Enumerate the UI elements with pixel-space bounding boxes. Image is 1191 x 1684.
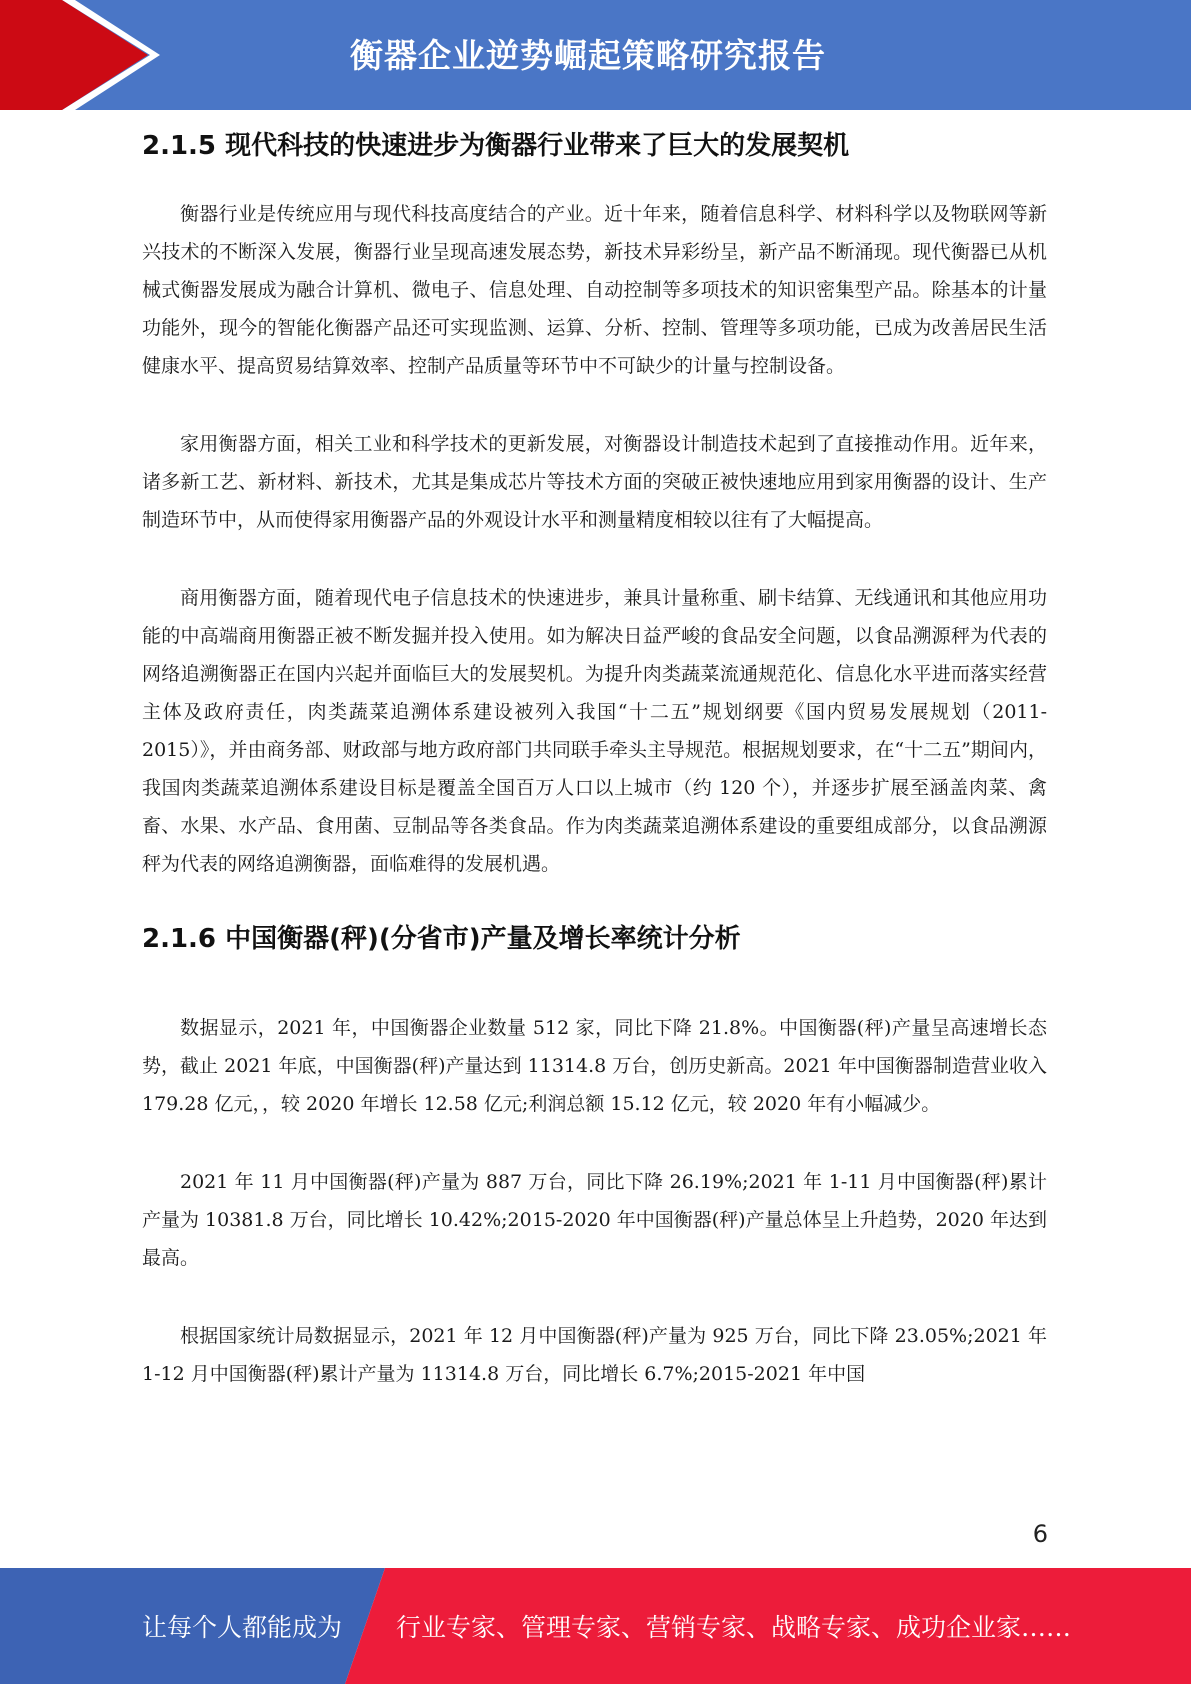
paragraph: 家用衡器方面，相关工业和科学技术的更新发展，对衡器设计制造技术起到了直接推动作用。近年来，诸多新工艺、新材料、新技术，尤其是集成芯片等技术方面的突破正被快速地应用到家用衡器的设计、生产制造环节中，从而使得家用衡器产品的外观设计水平和测量精度相较以往有了大幅提高。	[142, 433, 1047, 531]
header-arrow-decoration	[0, 0, 160, 110]
paragraph: 衡器行业是传统应用与现代科技高度结合的产业。近十年来，随着信息科学、材料科学以及物联网等新兴技术的不断深入发展，衡器行业呈现高速发展态势，新技术异彩纷呈，新产品不断涌现。现代衡器已从机械式衡器发展成为融合计算机、微电子、信息处理、自动控制等多项技术的知识密集型产品。除基本的计量功能外，现今的智能化衡器产品还可实现监测、运算、分析、控制、管理等多项功能，已成为改善居民生活健康水平、提高贸易结算效率、控制产品质量等环节中不可缺少的计量与控制设备。	[142, 203, 1047, 377]
paragraph: 数据显示，2021 年，中国衡器企业数量 512 家，同比下降 21.8%。中国衡器(秤)产量呈高速增长态势，截止 2021 年底，中国衡器(秤)产量达到 11314.8 万台，创历史新高。2021 年中国衡器制造营业收入 179.28 亿元，，较 2020 年增长 12.58 亿元;利润总额 15.12 亿元，较 2020 年有小幅减少。	[142, 1017, 1047, 1115]
page-number: 6	[1032, 1520, 1048, 1548]
section-heading: 2.1.6 中国衡器(秤)(分省市)产量及增长率统计分析	[142, 924, 741, 954]
section-heading: 2.1.5 现代科技的快速进步为衡器行业带来了巨大的发展契机	[142, 131, 850, 161]
paragraph: 2021 年 11 月中国衡器(秤)产量为 887 万台，同比下降 26.19%;2021 年 1-11 月中国衡器(秤)累计产量为 10381.8 万台，同比增长 10.42%;2015-2020 年中国衡器(秤)产量总体呈上升趋势，2020 年达到最高。	[142, 1171, 1047, 1269]
paragraph: 根据国家统计局数据显示，2021 年 12 月中国衡器(秤)产量为 925 万台，同比下降 23.05%;2021 年 1-12 月中国衡器(秤)累计产量为 11314.8 万台，同比增长 6.7%;2015-2021 年中国	[142, 1325, 1047, 1385]
footer-slogan-left: 让每个人都能成为	[142, 1613, 343, 1642]
page-footer	[0, 1568, 1191, 1684]
paragraph: 商用衡器方面，随着现代电子信息技术的快速进步，兼具计量称重、刷卡结算、无线通讯和其他应用功能的中高端商用衡器正被不断发掘并投入使用。如为解决日益严峻的食品安全问题，以食品溯源秤为代表的网络追溯衡器正在国内兴起并面临巨大的发展契机。为提升肉类蔬菜流通规范化、信息化水平进而落实经营主体及政府责任，肉类蔬菜追溯体系建设被列入我国“十二五”规划纲要《国内贸易发展规划（2011-2015）》，并由商务部、财政部与地方政府部门共同联手牵头主导规范。根据规划要求，在“十二五”期间内，我国肉类蔬菜追溯体系建设目标是覆盖全国百万人口以上城市（约 120 个），并逐步扩展至涵盖肉菜、禽畜、水果、水产品、食用菌、豆制品等各类食品。作为肉类蔬菜追溯体系建设的重要组成部分，以食品溯源秤为代表的网络追溯衡器，面临难得的发展机遇。	[142, 587, 1047, 875]
page-content	[142, 128, 1047, 1393]
report-title: 衡器企业逆势崛起策略研究报告	[350, 36, 826, 75]
page-header	[0, 0, 1191, 110]
footer-slogan-right: 行业专家、管理专家、营销专家、战略专家、成功企业家……	[396, 1613, 1072, 1642]
